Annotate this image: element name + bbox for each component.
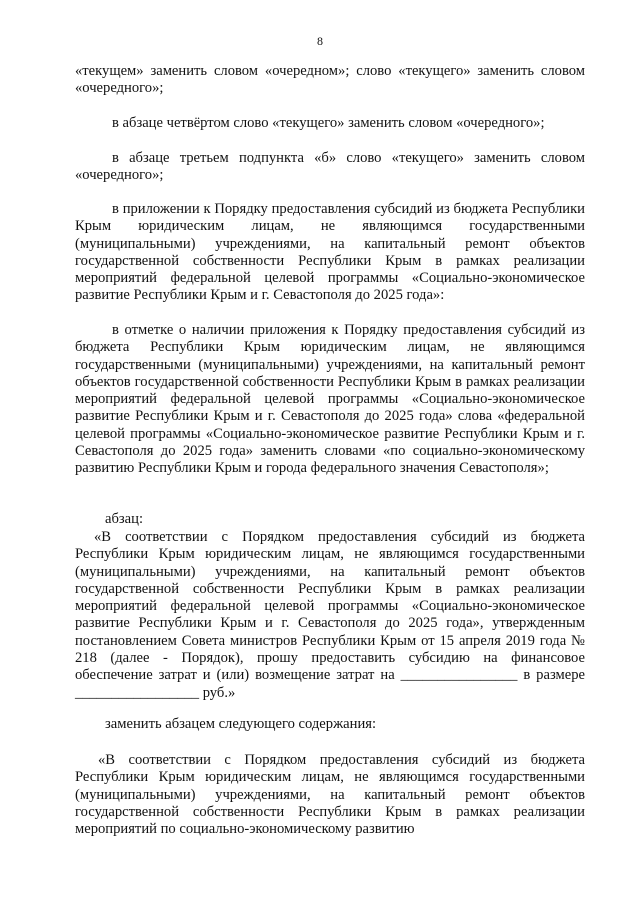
paragraph-8: заменить абзацем следующего содержания: xyxy=(105,716,377,732)
paragraph-6: абзац: xyxy=(105,511,144,527)
paragraph-5: в отметке о наличии приложения к Порядку предоставления субсидий из бюджета Республики Крым юридическим лицам, не являющимся государственными (муниципальными) учреждениями, на капитальный ремонт объектов государственной собственности Республики Крым в рамках реализации мероприятий федеральной целевой программы «Социально-экономическое развитие Республики Крым и г. Севастополя до 2025 года» слова «федеральной целевой программы «Социально-экономическое развитие Республики Крым и г. Севастополя до 2025 года» заменить словами «по социально-экономическому развитию Республики Крым и города федерального значения Севастополя»; xyxy=(75,322,585,477)
page-number: 8 xyxy=(317,34,323,48)
paragraph-2: в абзаце четвёртом слово «текущего» заменить словом «очередного»; xyxy=(112,115,545,131)
paragraph-4: в приложении к Порядку предоставления субсидий из бюджета Республики Крым юридическим лицам, не являющимся государственными (муниципальными) учреждениями, на капитальный ремонт объектов государственной собственности Республики Крым в рамках реализации мероприятий федеральной целевой программы «Социально-экономическое развитие Республики Крым и г. Севастополя до 2025 года»: xyxy=(75,201,585,304)
quoted-paragraph-old: «В соответствии с Порядком предоставления субсидий из бюджета Республики Крым юридическим лицам, не являющимся государственными (муниципальными) учреждениями, на капитальный ремонт объектов государственной собственности Республики Крым в рамках реализации мероприятий федеральной целевой программы «Социально-экономическое развитие Республики Крым и г. Севастополя до 2025 года», утвержденным постановлением Совета министров Республики Крым от 15 апреля 2019 года № 218 (далее - Порядок), прошу предоставить субсидию на финансовое обеспечение затрат и (или) возмещение затрат на ________________ в размере _________________ руб.» xyxy=(75,529,585,701)
paragraph-3: в абзаце третьем подпункта «б» слово «текущего» заменить словом «очередного»; xyxy=(75,150,585,184)
quoted-paragraph-new: «В соответствии с Порядком предоставления субсидий из бюджета Республики Крым юридическим лицам, не являющимся государственными (муниципальными) учреждениями, на капитальный ремонт объектов государственной собственности Республики Крым в рамках реализации мероприятий по социально-экономическому развитию xyxy=(75,752,585,838)
paragraph-1: «текущем» заменить словом «очередном»; слово «текущего» заменить словом «очередного»; xyxy=(75,63,585,97)
